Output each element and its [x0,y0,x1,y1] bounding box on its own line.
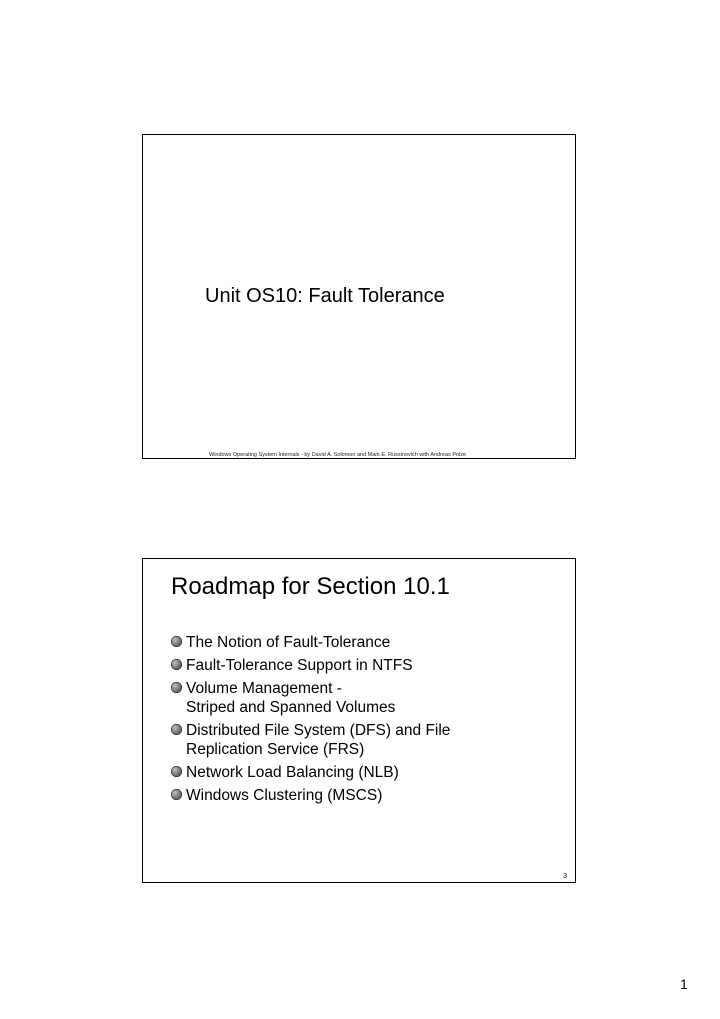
bullet-icon [171,636,182,647]
bullet-icon [171,766,182,777]
page-number: 1 [680,976,688,992]
slide-title [142,134,576,459]
bullet-icon [171,659,182,670]
bullet-text: Distributed File System (DFS) and File [186,722,451,739]
bullet-text-continued: Replication Service (FRS) [186,741,365,758]
slide-roadmap [142,558,576,883]
bullet-text: Volume Management - [186,680,342,697]
bullet-icon [171,724,182,735]
bullet-icon [171,789,182,800]
slide-heading: Roadmap for Section 10.1 [171,573,450,600]
slide-credit-footer: Windows Operating System Internals - by David A. Solomon and Mark E. Russinovich with Andreas Polze [209,452,467,458]
list-item [171,633,450,652]
slide-number: 3 [563,873,567,880]
bullet-list [171,633,450,809]
bullet-text: The Notion of Fault-Tolerance [186,634,391,651]
list-item [171,679,450,717]
bullet-text: Windows Clustering (MSCS) [186,787,383,804]
bullet-text: Network Load Balancing (NLB) [186,764,399,781]
list-item [171,763,450,782]
slide-title-text: Unit OS10: Fault Tolerance [205,285,445,307]
list-item [171,721,450,759]
bullet-icon [171,682,182,693]
list-item [171,656,450,675]
list-item [171,786,450,805]
bullet-text: Fault-Tolerance Support in NTFS [186,657,413,674]
bullet-text-continued: Striped and Spanned Volumes [186,699,396,716]
